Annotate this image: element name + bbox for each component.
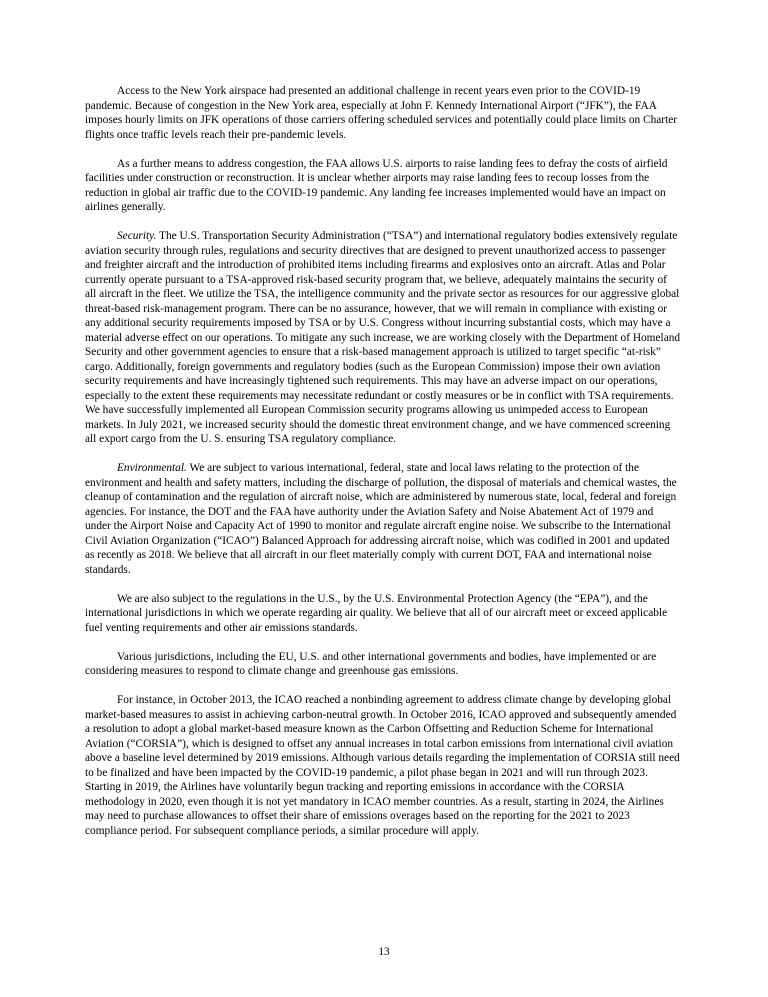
paragraph-text: Access to the New York airspace had presented an additional challenge in recent years even prior to the COVID-19 pandemic. Because of congestion in the New York area, especially at John F. Kennedy International Airport (“JFK”), the FAA imposes hourly limits on JFK operations of those carriers offering scheduled services and potentially could place limits on Charter flights once traffic levels reach their pre-pandemic levels.: [85, 85, 678, 141]
paragraph-text: Various jurisdictions, including the EU, U.S. and other international governments and bodies, have implemented or are considering measures to respond to climate change and greenhouse gas emissions.: [85, 650, 657, 677]
paragraph-text: We are also subject to the regulations in the U.S., by the U.S. Environmental Protection Agency (the “EPA”), and the international jurisdictions in which we operate regarding air quality. We believe that all of our aircraft meet or exceed applicable fuel venting requirements and other air emissions standards.: [85, 592, 668, 634]
section-heading-environmental: Environmental.: [117, 462, 187, 474]
paragraph-epa: [85, 592, 681, 636]
paragraph-text: We are subject to various international, federal, state and local laws relating to the protection of the environment and health and safety matters, including the discharge of pollution, the disposal of materials and chemical wastes, the cleanup of contamination and the regulation of aircraft noise, which are administered by numerous state, local, federal and foreign agencies. For instance, the DOT and the FAA have authority under the Aviation Safety and Noise Abatement Act of 1979 and under the Airport Noise and Capacity Act of 1990 to monitor and regulate aircraft engine noise. We subscribe to the International Civil Aviation Organization (“ICAO”) Balanced Approach for addressing aircraft noise, which was codified in 2001 and updated as recently as 2018. We believe that all aircraft in our fleet materially comply with current DOT, FAA and international noise standards.: [85, 462, 677, 576]
paragraph-environmental: [85, 461, 681, 577]
paragraph-climate: [85, 650, 681, 679]
paragraph-landing-fees: [85, 157, 681, 215]
page-number: 13: [378, 946, 390, 958]
paragraph-text: As a further means to address congestion, the FAA allows U.S. airports to raise landing fees to defray the costs of airfield facilities under construction or reconstruction. It is unclear whether airports may raise landing fees to recoup losses from the reduction in global air traffic due to the COVID-19 pandemic. Any landing fee increases implemented would have an impact on airlines generally.: [85, 157, 668, 213]
paragraph-corsia: [85, 693, 681, 838]
paragraph-security: [85, 229, 681, 447]
paragraph-text: The U.S. Transportation Security Administration (“TSA”) and international regulatory bodies extensively regulate aviation security through rules, regulations and security directives that are designed to prevent unauthorized access to passenger and freighter aircraft and the introduction of prohibited items including firearms and explosives onto an aircraft. Atlas and Polar currently operate pursuant to a TSA-approved risk-based security program that, we believe, adequately maintains the security of all aircraft in the fleet. We utilize the TSA, the intelligence community and the private sector as resources for our aggressive global threat-based risk-management program. There can be no assurance, however, that we will remain in compliance with existing or any additional security requirements imposed by TSA or by U.S. Congress without incurring substantial costs, which may have a material adverse effect on our operations. To mitigate any such increase, we are working closely with the Department of Homeland Security and other government agencies to ensure that a risk-based management approach is utilized to target specific “at-risk” cargo. Additionally, foreign governments and regulatory bodies (such as the European Commission) impose their own aviation security requirements and have increasingly tightened such requirements. This may have an adverse impact on our operations, especially to the extent these requirements may necessitate redundant or costly measures or be in conflict with TSA requirements. We have successfully implemented all European Commission security programs allowing us unimpeded access to European markets. In July 2021, we increased security should the domestic threat environment change, and we have commenced screening all export cargo from the U. S. ensuring TSA regulatory compliance.: [85, 230, 681, 445]
paragraph-ny-airspace: [85, 84, 681, 142]
paragraph-text: For instance, in October 2013, the ICAO reached a nonbinding agreement to address climate change by developing global market-based measures to assist in achieving carbon-neutral growth. In October 2016, ICAO approved and subsequently amended a resolution to adopt a global market-based measure known as the Carbon Offsetting and Reduction Scheme for International Aviation (“CORSIA”), which is designed to offset any annual increases in total carbon emissions from international civil aviation above a baseline level determined by 2019 emissions. Although various details regarding the implementation of CORSIA still need to be finalized and have been impacted by the COVID-19 pandemic, a pilot phase began in 2021 and will run through 2023. Starting in 2019, the Airlines have voluntarily begun tracking and reporting emissions in accordance with the CORSIA methodology in 2020, even though it is not yet mandatory in ICAO member countries. As a result, starting in 2024, the Airlines may need to purchase allowances to offset their share of emissions overages based on the reporting for the 2021 to 2023 compliance period. For subsequent compliance periods, a similar procedure will apply.: [85, 694, 680, 837]
document-page: [85, 84, 681, 853]
section-heading-security: Security.: [117, 230, 157, 242]
